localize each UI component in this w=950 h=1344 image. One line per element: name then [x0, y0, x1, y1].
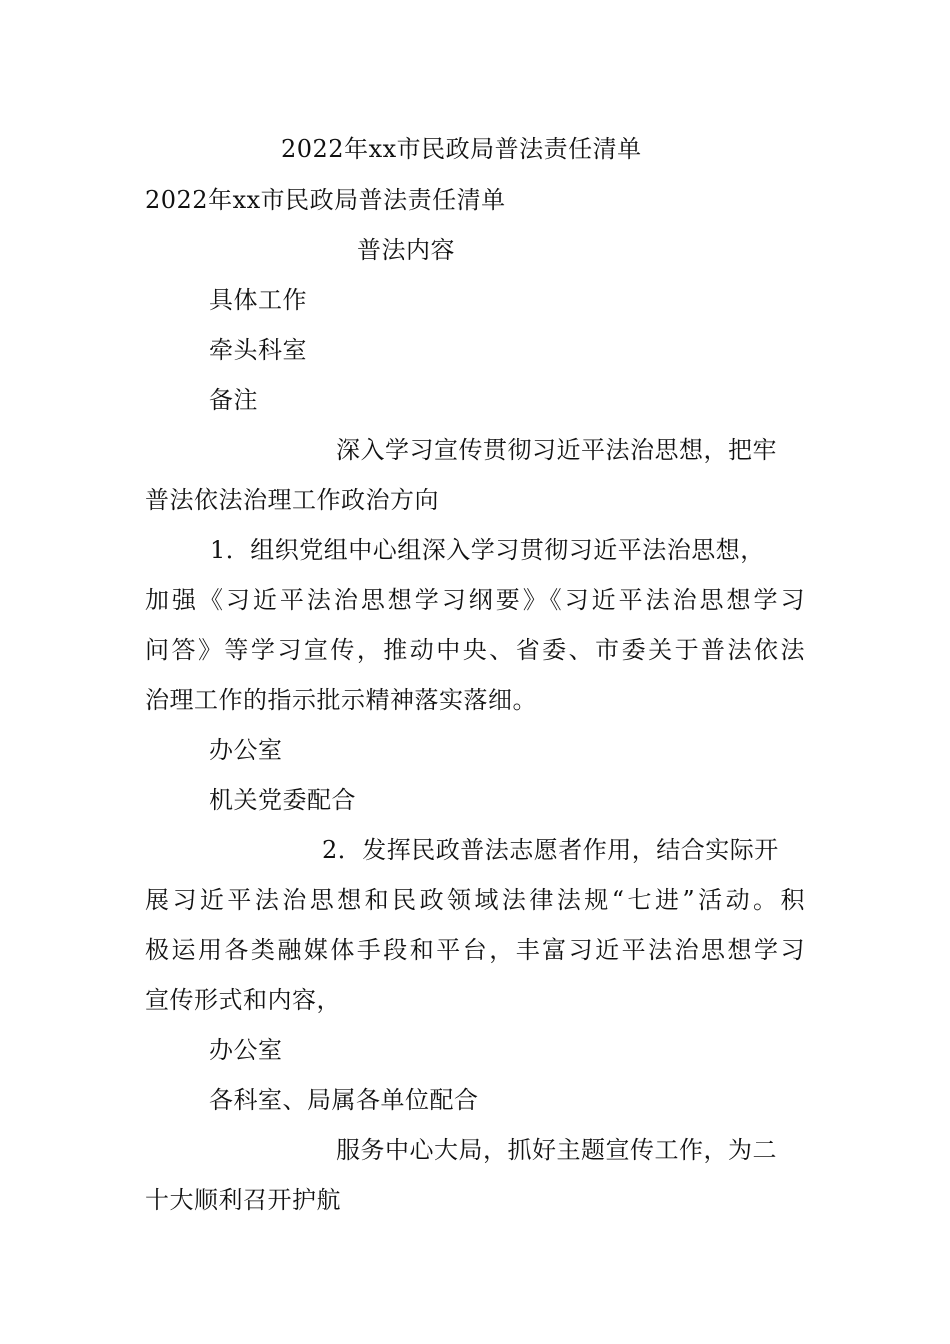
item2-note: 各科室、局属各单位配合 — [209, 1086, 479, 1114]
item1-line2: 加强《习近平法治思想学习纲要》《习近平法治思想学习 — [145, 586, 805, 614]
document-title: 2022年xx市民政局普法责任清单 — [281, 135, 642, 163]
item2-lead: 办公室 — [209, 1036, 283, 1064]
section1-heading-line1: 深入学习宣传贯彻习近平法治思想，把牢 — [336, 436, 777, 464]
header-content: 普法内容 — [357, 236, 455, 264]
item2-line4: 宣传形式和内容， — [145, 986, 341, 1014]
section2-heading-line2: 十大顺利召开护航 — [145, 1186, 341, 1214]
item1-lead: 办公室 — [209, 736, 283, 764]
document-subtitle: 2022年xx市民政局普法责任清单 — [145, 186, 506, 214]
header-work: 具体工作 — [209, 286, 307, 314]
item2-line2: 展习近平法治思想和民政领域法律法规“七进”活动。积 — [145, 886, 805, 914]
section2-heading-line1: 服务中心大局，抓好主题宣传工作，为二 — [336, 1136, 777, 1164]
item2-line1: 2．发挥民政普法志愿者作用，结合实际开 — [322, 836, 779, 864]
item1-line1: 1．组织党组中心组深入学习贯彻习近平法治思想， — [210, 536, 765, 564]
section1-heading-line2: 普法依法治理工作政治方向 — [145, 486, 439, 514]
header-lead: 牵头科室 — [209, 336, 307, 364]
header-note: 备注 — [209, 386, 258, 414]
item1-line4: 治理工作的指示批示精神落实落细。 — [145, 686, 537, 714]
item1-note: 机关党委配合 — [209, 786, 356, 814]
item1-line3: 问答》等学习宣传，推动中央、省委、市委关于普法依法 — [145, 636, 805, 664]
item2-line3: 极运用各类融媒体手段和平台，丰富习近平法治思想学习 — [145, 936, 805, 964]
